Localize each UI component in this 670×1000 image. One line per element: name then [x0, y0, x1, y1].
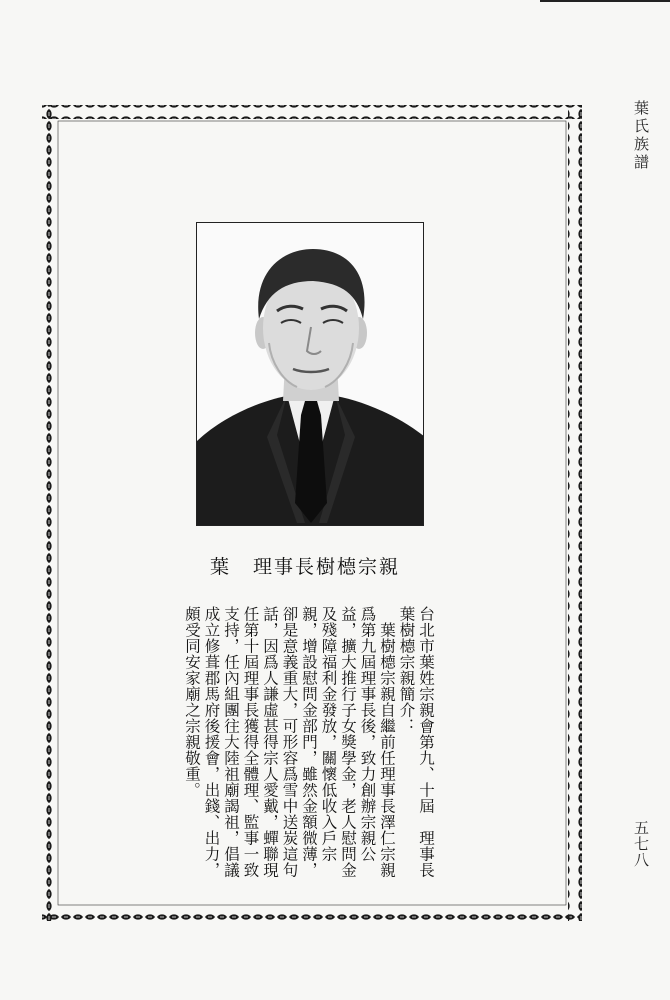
biography-heading: 台北市葉姓宗親會第九、十屆 理事長葉樹㯖宗親簡介：	[397, 606, 435, 878]
page-number: 五七八	[632, 820, 650, 868]
side-title: 葉氏族譜	[632, 100, 650, 172]
portrait-illustration	[197, 223, 424, 526]
portrait-photo	[196, 222, 424, 526]
biography-paragraph: 葉樹㯖宗親自繼前任理事長澤仁宗親爲第九屆理事長後，致力創辦宗親公益，擴大推行子女獎學金，老人慰問金及殘障福利金發放，關懷低收入戶宗親，增設慰問金部門，雖然金額微薄，卻是意義重大，可形容爲雪中送炭這句話，因爲人謙虛甚得宗人愛戴，蟬聯現任第十屆理事長獲得全體理、監事一致支持，任內組團往大陸祖廟謁祖，倡議成立修葺郡馬府後援會，出錢、出力，頗受同安家廟之宗親敬重。	[183, 606, 396, 878]
caption-surname: 葉	[210, 556, 232, 578]
caption	[210, 552, 400, 579]
biography-text	[182, 606, 436, 891]
caption-title: 理事長樹㯖宗親	[253, 556, 401, 578]
